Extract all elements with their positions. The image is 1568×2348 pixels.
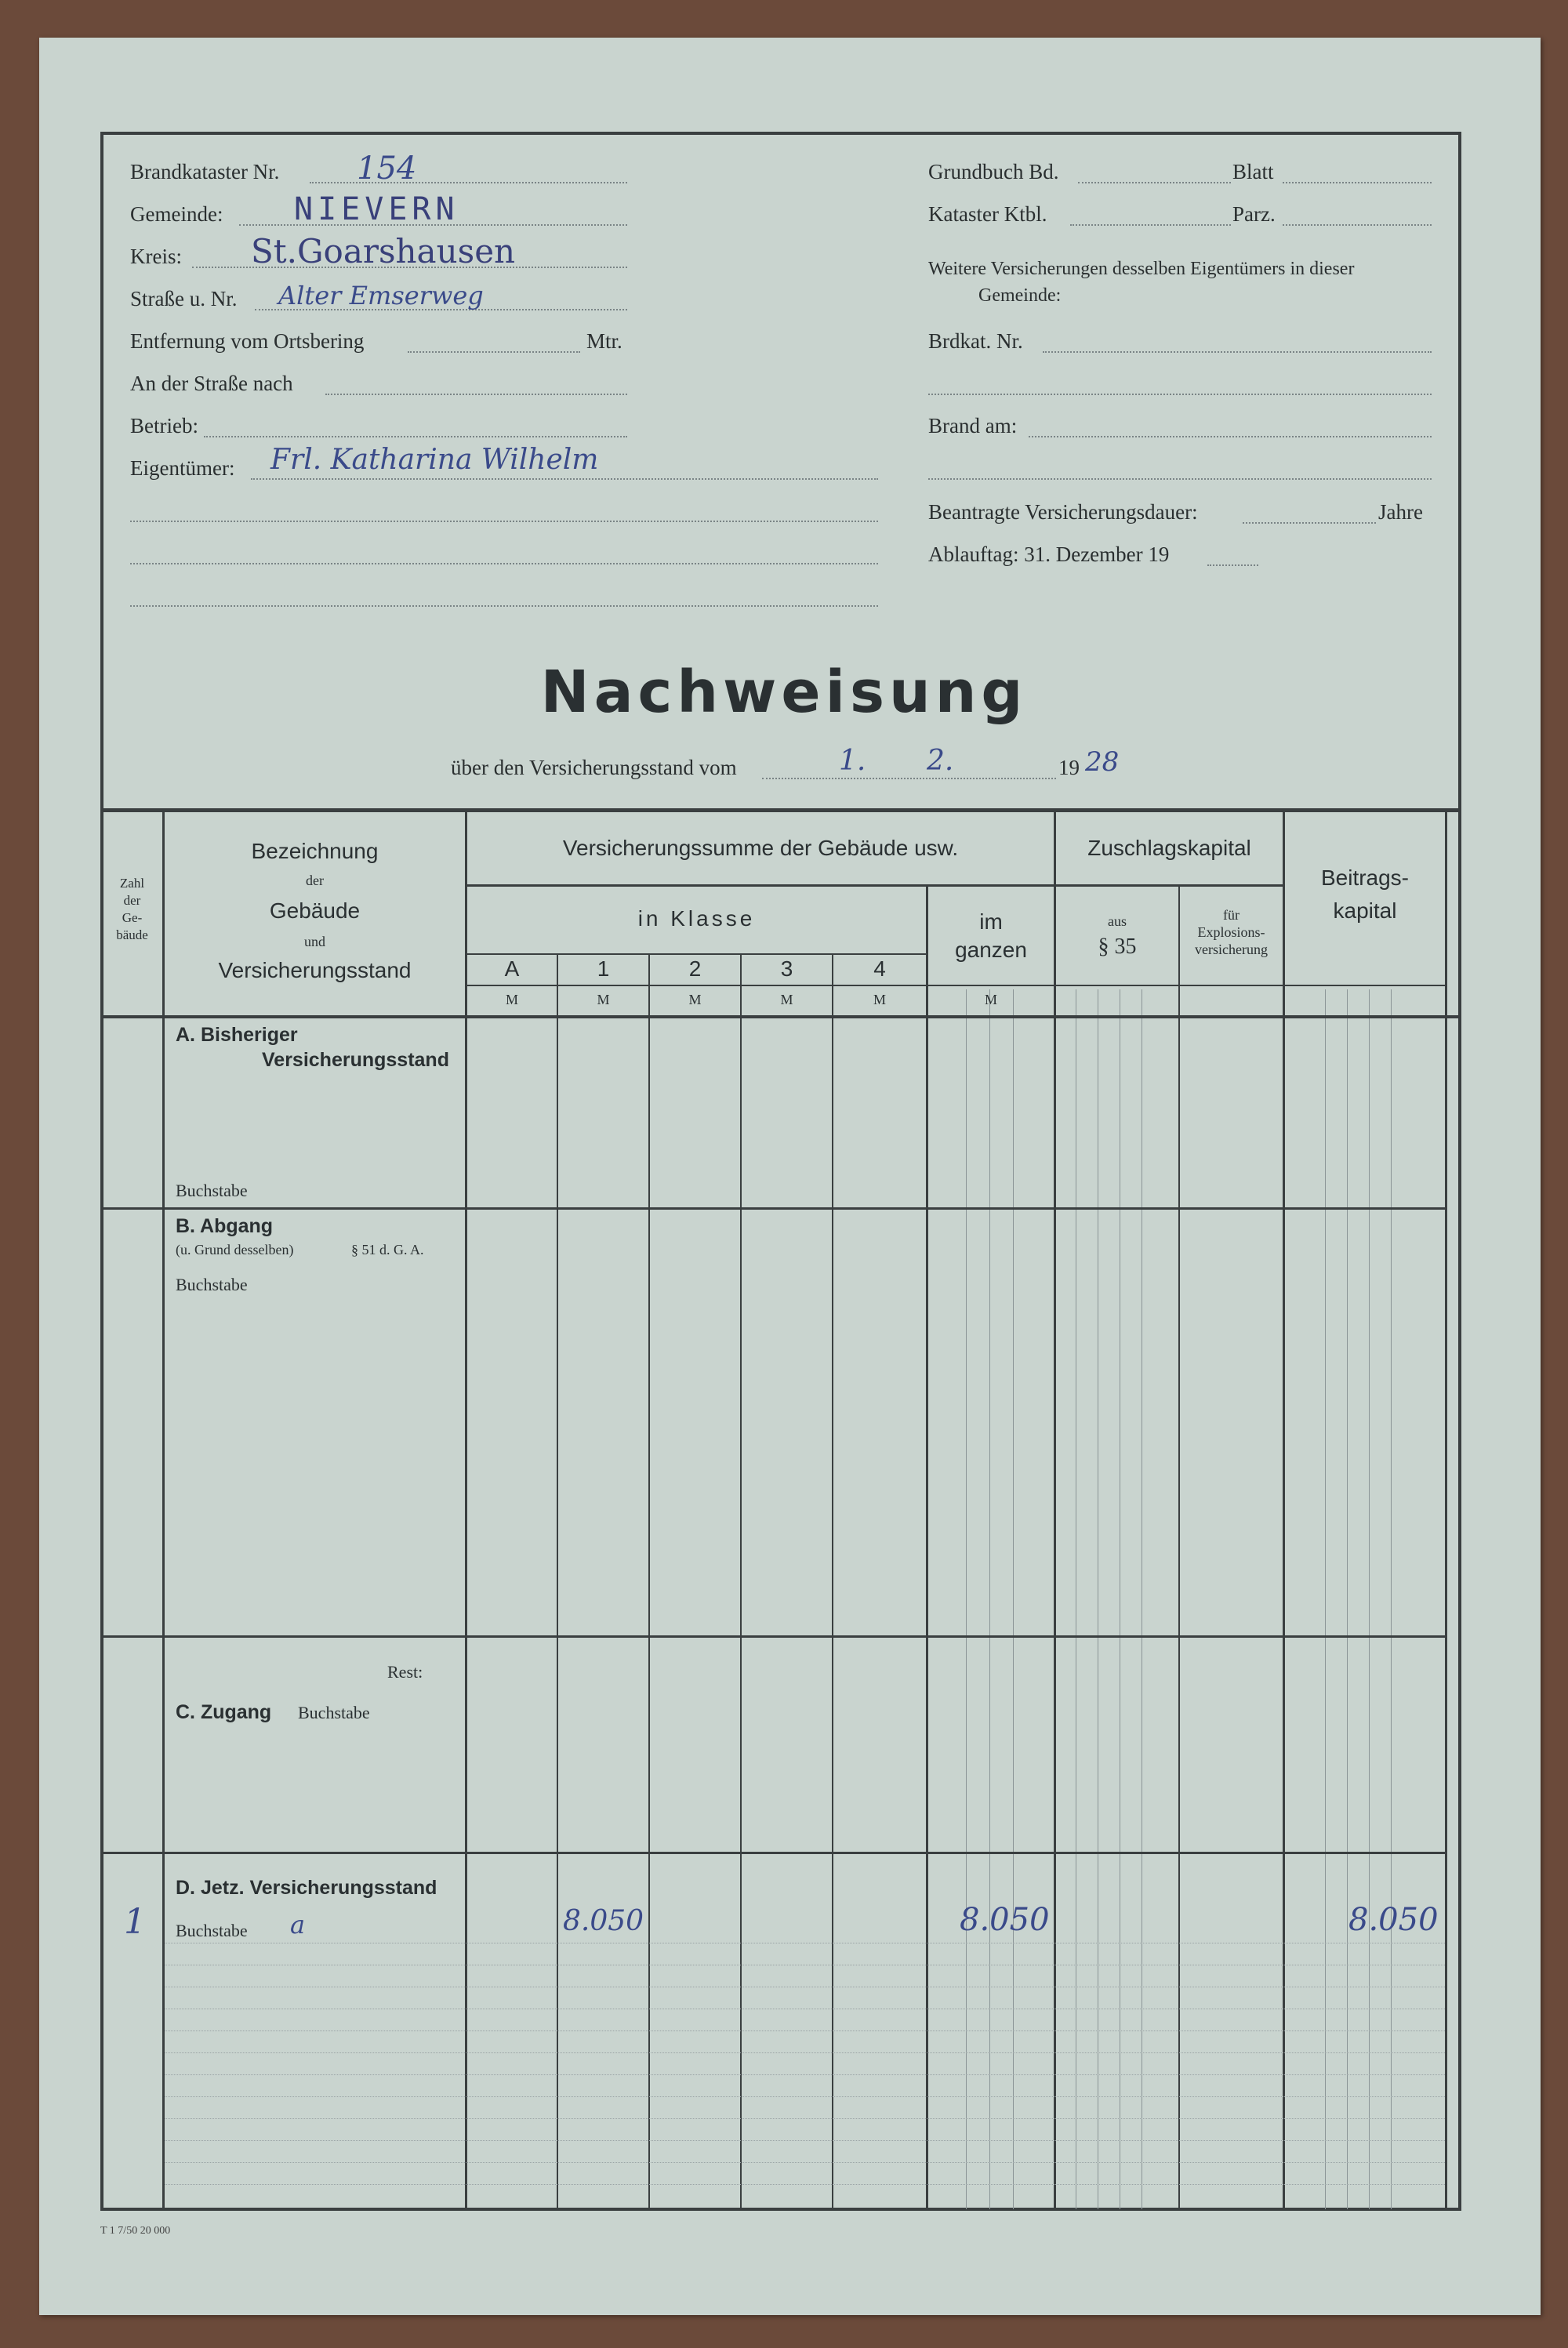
aus-line2: § 35 bbox=[1098, 934, 1137, 959]
parz-dots bbox=[1283, 224, 1432, 226]
betrieb-dots bbox=[204, 436, 627, 437]
row-a-title: A. Bisheriger bbox=[176, 1024, 298, 1046]
form-number-footer: T 1 7/50 20 000 bbox=[100, 2225, 171, 2237]
betrieb-label: Betrieb: bbox=[130, 414, 198, 437]
ablauf-label: Ablauftag: 31. Dezember 19 bbox=[928, 543, 1170, 566]
blank-line-3 bbox=[130, 605, 878, 607]
col-line-1 bbox=[648, 955, 650, 2209]
row-d-guide-line bbox=[165, 2030, 1445, 2031]
brdkat-dots bbox=[1043, 351, 1432, 353]
blank-line-1 bbox=[130, 521, 878, 522]
zahl-line2: der bbox=[123, 893, 141, 908]
brand-line-2 bbox=[928, 478, 1432, 480]
col-line-ganzen bbox=[1054, 812, 1056, 2209]
row-d-guide-line bbox=[165, 2184, 1445, 2185]
ablauf-dots bbox=[1207, 564, 1258, 566]
dauer-dots bbox=[1243, 522, 1376, 524]
brand-label: Brand am: bbox=[928, 414, 1018, 437]
row-b-title: B. Abgang bbox=[176, 1215, 274, 1237]
eigentuemer-dots bbox=[251, 478, 878, 480]
subtitle-year-suffix: 28 bbox=[1085, 746, 1120, 778]
strasse-nach-label: An der Straße nach bbox=[130, 372, 293, 395]
im-ganzen-line2: ganzen bbox=[955, 938, 1027, 962]
bezeichnung-line5: Versicherungsstand bbox=[218, 958, 412, 982]
eigentuemer-label: Eigentümer: bbox=[130, 456, 235, 480]
row-d-guide-line bbox=[165, 2096, 1445, 2097]
zahl-line1: Zahl bbox=[119, 876, 145, 891]
row-rest-label: Rest: bbox=[387, 1662, 423, 1682]
strasse-label: Straße u. Nr. bbox=[130, 287, 238, 310]
fuer-line1: für bbox=[1223, 907, 1240, 923]
entfernung-unit: Mtr. bbox=[586, 329, 622, 353]
klasse-a: A bbox=[504, 956, 520, 981]
col-line-2 bbox=[740, 955, 742, 2209]
unit-a: M bbox=[505, 992, 518, 1007]
kataster-label: Kataster Ktbl. bbox=[928, 202, 1047, 226]
subtitle-date-dots bbox=[762, 778, 1056, 779]
row-d-guide-line bbox=[165, 2140, 1445, 2141]
entfernung-dots bbox=[408, 351, 580, 353]
hline-under-letters bbox=[467, 985, 1445, 986]
unit-2: M bbox=[688, 992, 702, 1007]
row-d-zahl: 1 bbox=[124, 1902, 146, 1942]
document-title: Nachweisung bbox=[540, 659, 1028, 726]
row-a-title2: Versicherungsstand bbox=[262, 1049, 449, 1071]
subcol-beitrag-2 bbox=[1347, 989, 1348, 2209]
brandkataster-value: 154 bbox=[357, 151, 417, 187]
zuschlag-header: Zuschlagskapital bbox=[1087, 836, 1251, 860]
row-b-para: § 51 d. G. A. bbox=[351, 1242, 424, 1257]
col-line-aus bbox=[1178, 886, 1180, 2209]
bezeichnung-line3: Gebäude bbox=[269, 898, 361, 923]
brdkat-label: Brdkat. Nr. bbox=[928, 329, 1023, 353]
col-line-a bbox=[557, 955, 558, 2209]
hline-header-bottom bbox=[100, 1015, 1461, 1018]
bezeichnung-line1: Bezeichnung bbox=[251, 839, 379, 863]
kreis-value: St.Goarshausen bbox=[251, 232, 516, 270]
kreis-label: Kreis: bbox=[130, 245, 182, 268]
unit-4: M bbox=[873, 992, 886, 1007]
subtitle-day: 1. bbox=[839, 745, 866, 777]
zahl-line3: Ge- bbox=[122, 910, 143, 925]
blatt-label: Blatt bbox=[1232, 160, 1274, 183]
col-line-bezeichnung bbox=[465, 812, 467, 2209]
row-d-buchstabe-value: a bbox=[290, 1910, 306, 1940]
row-c-title: C. Zugang bbox=[176, 1701, 272, 1723]
subtitle-year-prefix: 19 bbox=[1058, 756, 1080, 779]
grundbuch-dots bbox=[1078, 182, 1231, 183]
col-line-klasse4 bbox=[926, 886, 928, 2209]
col-line-zuschlag bbox=[1283, 812, 1285, 2209]
row-c-buchstabe: Buchstabe bbox=[298, 1703, 370, 1722]
col-line-zahl bbox=[162, 812, 165, 2209]
kataster-dots bbox=[1070, 224, 1231, 226]
subcol-beitrag-3 bbox=[1369, 989, 1370, 2209]
row-d-guide-line bbox=[165, 2052, 1445, 2053]
fuer-line2: Explosions- bbox=[1197, 924, 1265, 940]
subtitle-month: 2. bbox=[927, 745, 954, 777]
subcol-beitrag-1 bbox=[1325, 989, 1326, 2209]
in-klasse-header: in Klasse bbox=[637, 906, 756, 931]
row-d-guide-line bbox=[165, 2162, 1445, 2163]
beitrag-line1: Beitrags- bbox=[1320, 866, 1410, 890]
strasse-nach-dots bbox=[325, 394, 627, 395]
row-d-buchstabe: Buchstabe bbox=[176, 1921, 248, 1940]
subtitle-text: über den Versicherungsstand vom bbox=[451, 756, 737, 779]
klasse-4: 4 bbox=[873, 956, 886, 981]
brand-dots bbox=[1029, 436, 1432, 437]
brandkataster-label: Brandkataster Nr. bbox=[130, 160, 280, 183]
row-d-guide-line bbox=[165, 2074, 1445, 2075]
row-b-sub: (u. Grund desselben) bbox=[176, 1242, 294, 1257]
dauer-unit: Jahre bbox=[1378, 500, 1423, 524]
col-line-right bbox=[1445, 812, 1447, 2209]
grundbuch-label: Grundbuch Bd. bbox=[928, 160, 1059, 183]
row-d-guide-line bbox=[165, 2118, 1445, 2119]
hline-after-b bbox=[100, 1635, 1447, 1638]
klasse-1: 1 bbox=[597, 956, 610, 981]
brdkat-line-2 bbox=[928, 394, 1432, 395]
zahl-line4: bäude bbox=[116, 927, 148, 942]
klasse-2: 2 bbox=[688, 956, 702, 981]
col-line-3 bbox=[832, 955, 833, 2209]
blank-line-2 bbox=[130, 563, 878, 564]
row-d-title: D. Jetz. Versicherungsstand bbox=[176, 1877, 437, 1899]
bezeichnung-line4: und bbox=[304, 934, 325, 949]
klasse-3: 3 bbox=[780, 956, 793, 981]
subcol-ganzen-3 bbox=[1013, 989, 1014, 2209]
subcol-beitrag-4 bbox=[1391, 989, 1392, 2209]
entfernung-label: Entfernung vom Ortsbering bbox=[130, 329, 365, 353]
dauer-label: Beantragte Versicherungsdauer: bbox=[928, 500, 1198, 524]
row-d-klasse1: 8.050 bbox=[563, 1905, 644, 1937]
strasse-value: Alter Emserweg bbox=[278, 281, 484, 310]
beitrag-line2: kapital bbox=[1333, 898, 1397, 923]
weitere-line2: Gemeinde: bbox=[978, 285, 1062, 306]
unit-1: M bbox=[597, 992, 610, 1007]
hline-under-summe bbox=[467, 884, 1283, 887]
gemeinde-label: Gemeinde: bbox=[130, 202, 223, 226]
table-top-border bbox=[100, 808, 1461, 812]
parz-label: Parz. bbox=[1232, 202, 1276, 226]
bezeichnung-line2: der bbox=[306, 873, 324, 888]
gemeinde-value: NIEVERN bbox=[294, 191, 459, 227]
hline-after-a bbox=[100, 1207, 1447, 1210]
unit-3: M bbox=[780, 992, 793, 1007]
versicherungssumme-header: Versicherungssumme der Gebäude usw. bbox=[562, 836, 959, 860]
unit-ganzen: M bbox=[984, 992, 997, 1007]
row-a-buchstabe: Buchstabe bbox=[176, 1181, 248, 1200]
subcol-ganzen-1 bbox=[966, 989, 967, 2209]
row-d-ganzen: 8.050 bbox=[960, 1902, 1050, 1938]
weitere-line1: Weitere Versicherungen desselben Eigentümers in dieser bbox=[928, 259, 1355, 279]
subcol-ganzen-2 bbox=[989, 989, 990, 2209]
eigentuemer-value: Frl. Katharina Wilhelm bbox=[270, 444, 599, 476]
blatt-dots bbox=[1283, 182, 1432, 183]
hline-after-c bbox=[100, 1852, 1447, 1854]
row-d-beitrag: 8.050 bbox=[1348, 1902, 1439, 1938]
fuer-line3: versicherung bbox=[1195, 942, 1268, 957]
hline-under-klasse bbox=[467, 953, 926, 955]
row-b-buchstabe: Buchstabe bbox=[176, 1275, 248, 1294]
aus-line1: aus bbox=[1108, 913, 1127, 929]
im-ganzen-line1: im bbox=[979, 909, 1003, 934]
